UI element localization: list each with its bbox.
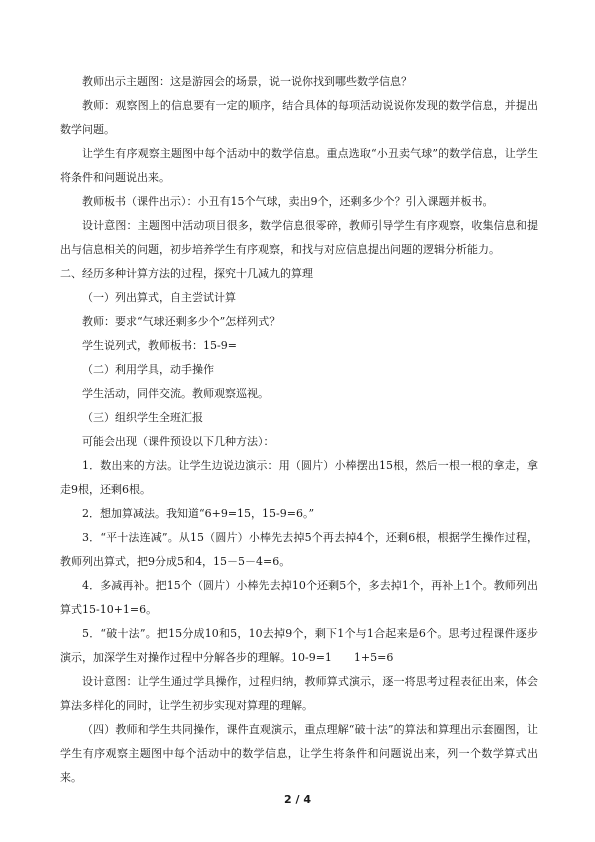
paragraph: 设计意图：主题图中活动项目很多，数学信息很零碎，教师引导学生有序观察，收集信息和提出与信息相关的问题，初步培养学生有序观察，和找与对应信息提出问题的逻辑分析能力。 (60, 219, 538, 256)
paragraph: 学生说列式，教师板书：15-9= (82, 339, 237, 352)
paragraph: （四）教师和学生共同操作，课件直观演示，重点理解“破十法”的算法和算理出示套圈图，让学生有序观察主题图中每个活动中的数学信息，让学生将条件和问题说出来，列一个数学算式出来。 (60, 723, 538, 784)
paragraph: 让学生有序观察主题图中每个活动中的数学信息。重点选取“小丑卖气球”的数学信息，让学生将条件和问题说出来。 (60, 147, 538, 184)
section-heading: 二、经历多种计算方法的过程，探究十几减九的算理 (60, 267, 313, 280)
document-body (60, 70, 538, 790)
paragraph: 教师出示主题图：这是游园会的场景，说一说你找到哪些数学信息？ (82, 75, 412, 88)
paragraph: 教师：观察图上的信息要有一定的顺序，结合具体的每项活动说说你发现的数学信息，并提出数学问题。 (60, 99, 538, 136)
subsection-heading: （三）组织学生全班汇报 (82, 411, 203, 424)
paragraph: 教师板书（课件出示）：小丑有15个气球，卖出9个，还剩多少个？引入课题并板书。 (82, 195, 494, 208)
subsection-heading: （二）利用学具，动手操作 (82, 363, 214, 376)
page-number: 2 / 4 (284, 793, 311, 806)
method-item: 5．“破十法”。把15分成10和5，10去掉9个，剩下1个与1合起来是6个。思考过程课件逐步演示，加深学生对操作过程中分解各步的理解。10-9=1 1+5=6 (60, 627, 538, 664)
method-item: 4．多减再补。把15个（圆片）小棒先去掉10个还剩5个，多去掉1个，再补上1个。教师列出算式15-10+1=6。 (60, 579, 538, 616)
method-item: 3．“平十法连减”。从15（圆片）小棒先去掉5个再去掉4个，还剩6根，根据学生操作过程，教师列出算式，把9分成5和4，15－5－4=6。 (60, 531, 538, 568)
paragraph: 学生活动，同伴交流。教师观察巡视。 (82, 387, 269, 400)
subsection-heading: （一）列出算式，自主尝试计算 (82, 291, 236, 304)
paragraph: 教师：要求“气球还剩多少个”怎样列式？ (82, 315, 281, 328)
paragraph: 设计意图：让学生通过学具操作，过程归纳，教师算式演示，逐一将思考过程表征出来，体会算法多样化的同时，让学生初步实现对算理的理解。 (60, 675, 538, 712)
paragraph: 可能会出现（课件预设以下几种方法）： (82, 435, 275, 448)
method-item: 2．想加算减法。我知道“6+9=15，15-9=6。” (82, 507, 315, 520)
method-item: 1．数出来的方法。让学生边说边演示：用（圆片）小棒摆出15根，然后一根一根的拿走，拿走9根，还剩6根。 (60, 459, 538, 496)
